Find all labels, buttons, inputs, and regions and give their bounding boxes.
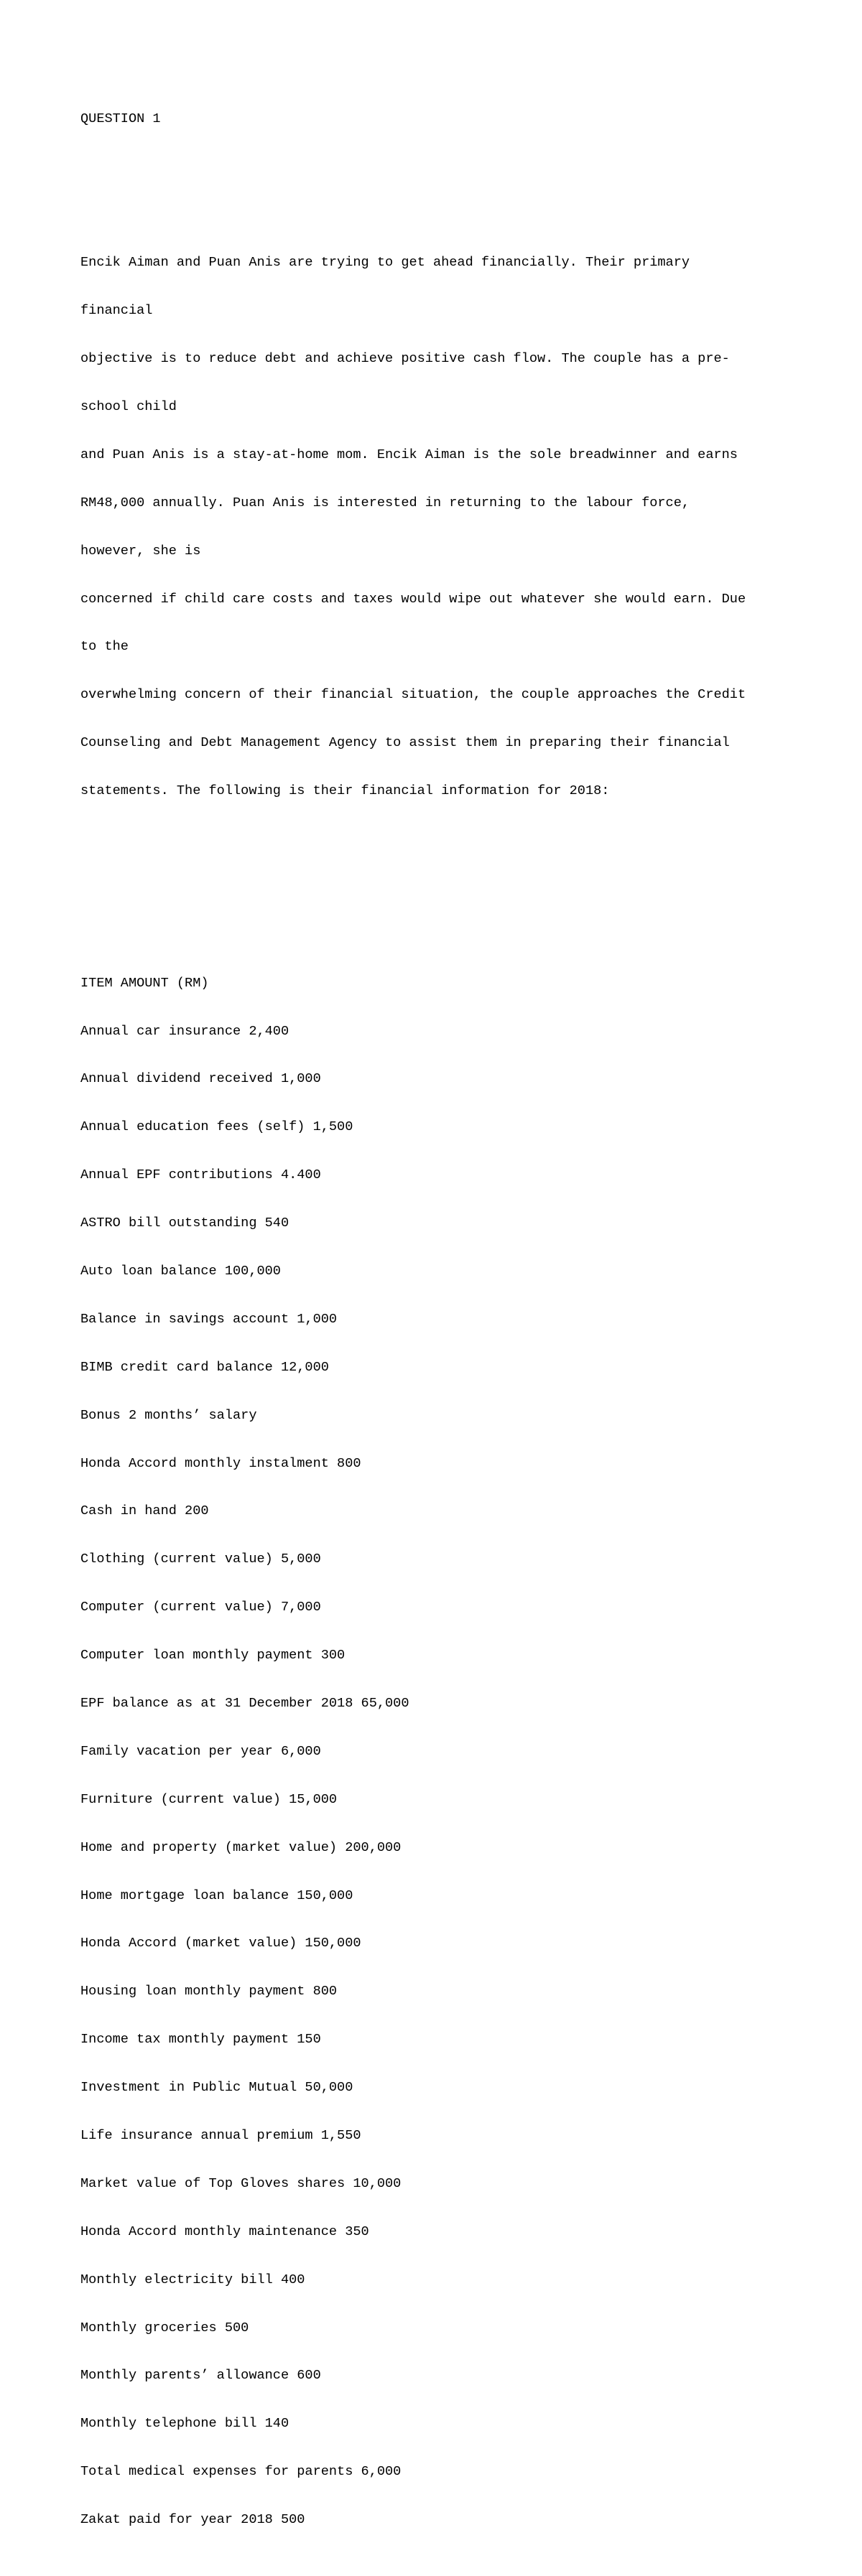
- paragraph-line: RM48,000 annually. Puan Anis is interested in returning to the labour force,: [80, 495, 690, 510]
- spacer: [80, 879, 799, 895]
- document-page: [80, 79, 799, 2576]
- paragraph-line: Encik Aiman and Puan Anis are trying to get ahead financially. Their primary: [80, 255, 690, 271]
- list-item: Income tax monthly payment 150: [80, 2032, 321, 2048]
- list-item: Computer loan monthly payment 300: [80, 1648, 346, 1663]
- list-item: Balance in savings account 1,000: [80, 1311, 338, 1327]
- paragraph-line: financial: [80, 303, 153, 319]
- list-item: Honda Accord monthly instalment 800: [80, 1455, 361, 1471]
- list-item: Auto loan balance 100,000: [80, 1263, 281, 1279]
- list-item: Honda Accord (market value) 150,000: [80, 1936, 361, 1951]
- paragraph-line: school child: [80, 398, 177, 414]
- list-item: Furniture (current value) 15,000: [80, 1791, 338, 1807]
- list-item: Annual car insurance 2,400: [80, 1023, 289, 1039]
- question-heading: QUESTION 1: [80, 111, 161, 126]
- list-item: Monthly telephone bill 140: [80, 2416, 289, 2432]
- list-item: Annual EPF contributions 4.400: [80, 1167, 321, 1183]
- paragraph-line: overwhelming concern of their financial situation, the couple approaches the Credit: [80, 687, 746, 703]
- paragraph-line: concerned if child care costs and taxes would wipe out whatever she would earn. Due: [80, 591, 746, 607]
- list-item: Family vacation per year 6,000: [80, 1743, 321, 1759]
- list-item: Home mortgage loan balance 150,000: [80, 1887, 353, 1903]
- paragraph-line: objective is to reduce debt and achieve positive cash flow. The couple has a pre-: [80, 351, 730, 367]
- list-item: Clothing (current value) 5,000: [80, 1551, 321, 1567]
- list-item: Bonus 2 months’ salary: [80, 1407, 257, 1423]
- list-item: EPF balance as at 31 December 2018 65,000: [80, 1695, 409, 1711]
- paragraph-line: however, she is: [80, 543, 201, 559]
- list-item: Life insurance annual premium 1,550: [80, 2128, 361, 2143]
- paragraph-line: Counseling and Debt Management Agency to assist them in preparing their financial: [80, 735, 730, 751]
- list-item: Annual dividend received 1,000: [80, 1071, 321, 1087]
- list-item: Monthly electricity bill 400: [80, 2272, 305, 2287]
- paragraph-line: to the: [80, 639, 129, 655]
- financial-items-list: [80, 943, 799, 2560]
- list-item: Investment in Public Mutual 50,000: [80, 2080, 353, 2096]
- list-item: Total medical expenses for parents 6,000: [80, 2464, 402, 2480]
- list-item: Cash in hand 200: [80, 1503, 209, 1519]
- paragraph-line: and Puan Anis is a stay-at-home mom. Encik Aiman is the sole breadwinner and earns: [80, 447, 738, 462]
- list-item: Monthly parents’ allowance 600: [80, 2368, 321, 2384]
- list-item: Honda Accord monthly maintenance 350: [80, 2223, 369, 2239]
- list-item: Annual education fees (self) 1,500: [80, 1119, 353, 1135]
- list-item: Computer (current value) 7,000: [80, 1600, 321, 1615]
- spacer: [80, 159, 799, 174]
- paragraph-line: statements. The following is their financial information for 2018:: [80, 783, 610, 799]
- list-item: BIMB credit card balance 12,000: [80, 1359, 329, 1375]
- list-item: Housing loan monthly payment 800: [80, 1984, 338, 1999]
- list-item: Monthly groceries 500: [80, 2320, 249, 2335]
- list-item: ASTRO bill outstanding 540: [80, 1215, 289, 1231]
- items-header: ITEM AMOUNT (RM): [80, 975, 209, 991]
- intro-paragraph: [80, 223, 799, 831]
- list-item: Zakat paid for year 2018 500: [80, 2512, 305, 2528]
- list-item: Market value of Top Gloves shares 10,000: [80, 2175, 402, 2191]
- list-item: Home and property (market value) 200,000: [80, 1839, 402, 1855]
